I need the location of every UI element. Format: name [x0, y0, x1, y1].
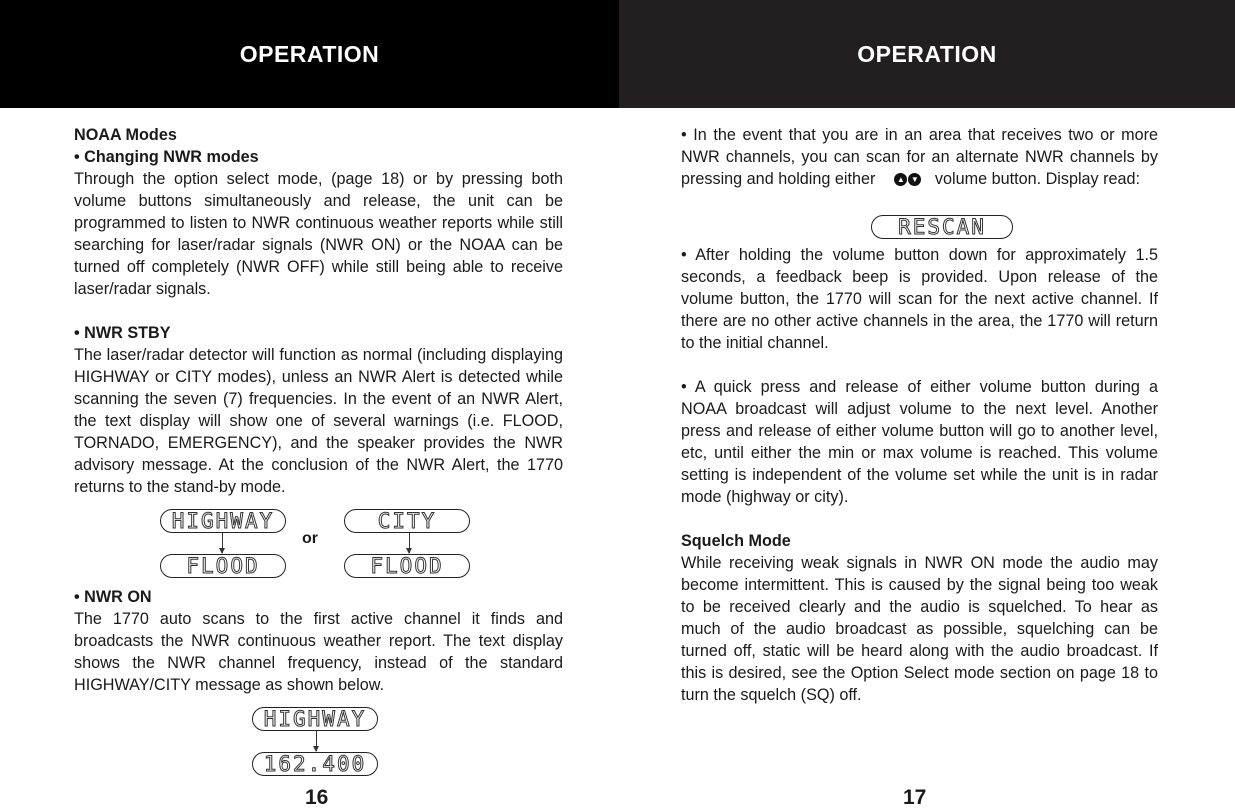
header-right [619, 0, 1235, 108]
left-column [74, 124, 563, 498]
page-number-left: 16 [305, 786, 329, 809]
up-arrow-icon: ▲ [894, 173, 907, 186]
down-arrow-icon: ▼ [908, 173, 921, 186]
noaa-heading: NOAA Modes [74, 126, 177, 144]
down-arrow-b [409, 533, 410, 553]
after-holding-text: • After holding the volume button down for approximately 1.5 seconds, a feedback beep is provided. Upon release of the volume button, the 1770 will scan for the next active channel. If there are no other active channels in the area, the 1770 will return to the initial channel. [681, 246, 1158, 352]
right-column [681, 124, 1158, 706]
lcd-frequency: 162.400 [252, 752, 378, 776]
page-number-right: 17 [903, 786, 927, 809]
lcd-flood-a: FLOOD [160, 554, 286, 578]
down-arrow-a [222, 533, 223, 553]
or-label: or [302, 530, 318, 547]
left-column-lower [74, 586, 563, 696]
on-heading: • NWR ON [74, 588, 152, 606]
lcd-highway: HIGHWAY [160, 509, 286, 533]
down-arrow-c [316, 731, 317, 751]
lcd-flood-b: FLOOD [344, 554, 470, 578]
stby-text: The laser/radar detector will function as normal (including displaying HIGHWAY or CITY modes), unless an NWR Alert is detected while scanning the seven (7) frequencies. In the event of an NWR Alert, the text display will show one of several warnings (i.e. FLOOD, TORNADO, EMERGENCY), and the speaker provides the NWR advisory message. At the conclusion of the NWR Alert, the 1770 returns to the stand-by mode. [74, 346, 563, 496]
header-left-title: OPERATION [239, 40, 380, 67]
squelch-heading: Squelch Mode [681, 532, 791, 550]
lcd-highway-2: HIGHWAY [252, 707, 378, 731]
lcd-rescan: RESCAN [871, 215, 1013, 239]
changing-text: Through the option select mode, (page 18) or by pressing both volume buttons simultaneously and release, the unit can be programmed to listen to NWR continuous weather reports while still searching for laser/radar signals (NWR ON) or the NOAA can be turned off completely (NWR OFF) while still being able to receive laser/radar signals. [74, 170, 563, 298]
header-left [0, 0, 619, 108]
squelch-text: While receiving weak signals in NWR ON mode the audio may become intermittent. This is caused by the signal being too weak to be received clearly and the audio is squelched. To hear as much of the audio broadcast as possible, squelching can be turned off, static will be heard along with the audio broadcast. If this is desired, see the Option Select mode section on page 18 to turn the squelch (SQ) off. [681, 554, 1158, 704]
quick-press-text: • A quick press and release of either volume button during a NOAA broadcast will adjust volume to the next level. Another press and release of either volume button will go to another level, etc, until either the min or max volume is reached. This volume setting is independent of the volume set while the unit is in radar mode (highway or city). [681, 378, 1158, 506]
stby-heading: • NWR STBY [74, 324, 171, 342]
on-text: The 1770 auto scans to the first active channel it finds and broadcasts the NWR continuous weather report. The text display shows the NWR channel frequency, instead of the standard HIGHWAY/CITY message as shown below. [74, 610, 563, 694]
changing-heading: • Changing NWR modes [74, 148, 259, 166]
header-right-title: OPERATION [857, 40, 997, 67]
rescan-paragraph: • In the event that you are in an area that receives two or more NWR channels, you can scan for an alternate NWR channels by pressing and holding either ▲ ▼ volume button. Display read: [681, 126, 1158, 188]
lcd-city: CITY [344, 509, 470, 533]
